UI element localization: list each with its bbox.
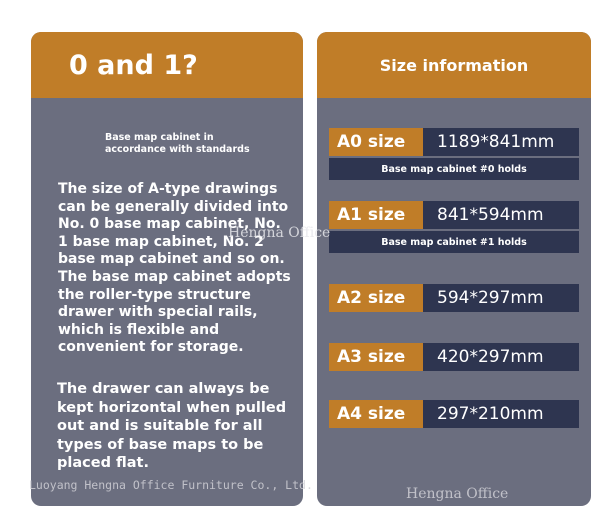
size-value-a4: 297*210mm [423, 400, 579, 428]
size-label-a0: A0 size [329, 128, 423, 156]
size-label-a4: A4 size [329, 400, 423, 428]
size-row-a0 [329, 128, 579, 156]
size-value-a2: 594*297mm [423, 284, 579, 312]
standards-subtitle: Base map cabinet in accordance with standards [105, 132, 250, 155]
size-row-a1 [329, 201, 579, 229]
size-value-a3: 420*297mm [423, 343, 579, 371]
watermark-company: Luoyang Hengna Office Furniture Co., Ltd. [29, 478, 313, 492]
size-label-a1: A1 size [329, 201, 423, 229]
standards-card-title: 0 and 1? [31, 32, 303, 98]
size-value-a0: 1189*841mm [423, 128, 579, 156]
size-label-a2: A2 size [329, 284, 423, 312]
size-row-a2 [329, 284, 579, 312]
size-row-a3 [329, 343, 579, 371]
holds-note-a0: Base map cabinet #0 holds [329, 158, 579, 180]
size-value-a1: 841*594mm [423, 201, 579, 229]
description-paragraph-2: The drawer can always be kept horizontal when pulled out and is suitable for all types of base maps to be placed flat. [57, 381, 287, 472]
standards-card [31, 32, 303, 506]
size-row-a4 [329, 400, 579, 428]
description-paragraph-1: The size of A-type drawings can be generally divided into No. 0 base map cabinet, No. 1 base map cabinet, No. 2 base map cabinet and so on. The base map cabinet adopts the roller-type structure drawer with special rails, which is flexible and convenient for storage. [58, 181, 291, 356]
size-info-title: Size information [317, 32, 591, 98]
size-info-card [317, 32, 591, 506]
watermark-center: Hengna Office [228, 225, 331, 241]
holds-note-a1: Base map cabinet #1 holds [329, 231, 579, 253]
watermark-corner: Hengna Office [406, 486, 509, 502]
size-label-a3: A3 size [329, 343, 423, 371]
